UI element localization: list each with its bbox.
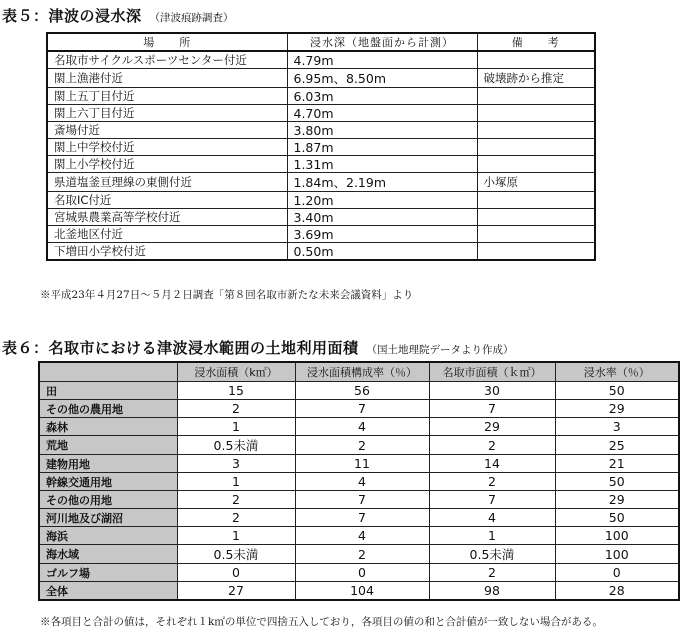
remarks-cell [477,226,595,243]
flooded-area-cell: 0.5未満 [177,545,295,564]
composition-cell: 56 [295,382,429,400]
table6-title-text: 表６：名取市における津波浸水範囲の土地利用面積 [2,339,359,357]
flood-rate-cell: 21 [555,455,679,473]
table5-title [2,5,234,26]
remarks-cell [477,192,595,209]
table-row [39,436,679,455]
location-cell: 閖上小学校付近 [47,156,287,173]
table-row [47,88,595,105]
composition-cell: 2 [295,436,429,455]
remarks-cell [477,243,595,261]
location-cell: 閖上六丁目付近 [47,105,287,122]
depth-cell: 3.80m [287,122,477,139]
depth-cell: 1.20m [287,192,477,209]
tsunami-depth-table [46,32,596,261]
table-row [47,139,595,156]
table6-header-corner [39,362,177,382]
depth-cell: 1.87m [287,139,477,156]
table-row [47,69,595,88]
depth-cell: 1.84m、2.19m [287,173,477,192]
table6-header-flooded-area: 浸水面積（k㎡） [177,362,295,382]
location-cell: 下増田小学校付近 [47,243,287,261]
table5-header-depth: 浸水深（地盤面から計測） [287,33,477,51]
table6-subtitle: （国土地理院データより作成） [366,344,514,356]
remarks-cell [477,105,595,122]
flood-rate-cell: 29 [555,491,679,509]
composition-cell: 104 [295,582,429,601]
table-row [39,382,679,400]
table-row [47,122,595,139]
depth-cell: 3.69m [287,226,477,243]
land-use-cell: 全体 [39,582,177,601]
table-row [47,243,595,261]
depth-cell: 6.95m、8.50m [287,69,477,88]
remarks-cell [477,51,595,69]
table-row [47,209,595,226]
table5-header-row [47,33,595,51]
table5-note: ※平成23年４月27日～５月２日調査「第８回名取市新たな未来会議資料」より [40,289,414,301]
land-use-cell: 幹線交通用地 [39,473,177,491]
city-area-cell: 29 [429,418,555,436]
table-row [47,105,595,122]
table-row [47,51,595,69]
composition-cell: 2 [295,545,429,564]
table5-title-text: 表５：津波の浸水深 [2,7,142,25]
city-area-cell: 7 [429,491,555,509]
flooded-area-cell: 2 [177,491,295,509]
table-row [47,156,595,173]
table-row [39,582,679,601]
land-use-area-table [38,361,680,601]
land-use-cell: その他の用地 [39,491,177,509]
location-cell: 閖上五丁目付近 [47,88,287,105]
flood-rate-cell: 100 [555,527,679,545]
flood-rate-cell: 3 [555,418,679,436]
city-area-cell: 98 [429,582,555,601]
remarks-cell [477,122,595,139]
composition-cell: 4 [295,527,429,545]
remarks-cell [477,156,595,173]
location-cell: 名取市サイクルスポーツセンター付近 [47,51,287,69]
composition-cell: 0 [295,564,429,582]
location-cell: 閖上中学校付近 [47,139,287,156]
table5-subtitle: （津波痕跡調査） [149,12,234,24]
remarks-cell: 破壊跡から推定 [477,69,595,88]
table-row [39,418,679,436]
table6-header-row [39,362,679,382]
composition-cell: 11 [295,455,429,473]
city-area-cell: 2 [429,473,555,491]
flood-rate-cell: 50 [555,509,679,527]
table6-header-composition: 浸水面積構成率（％） [295,362,429,382]
city-area-cell: 1 [429,527,555,545]
flood-rate-cell: 28 [555,582,679,601]
table-row [47,226,595,243]
flooded-area-cell: 27 [177,582,295,601]
table-row [39,473,679,491]
flooded-area-cell: 2 [177,509,295,527]
depth-cell: 3.40m [287,209,477,226]
composition-cell: 7 [295,491,429,509]
flooded-area-cell: 1 [177,527,295,545]
flooded-area-cell: 0.5未満 [177,436,295,455]
city-area-cell: 7 [429,400,555,418]
land-use-cell: 田 [39,382,177,400]
table5-header-location: 場 所 [47,33,287,51]
land-use-cell: 河川地及び湖沼 [39,509,177,527]
location-cell: 斎場付近 [47,122,287,139]
table-row [39,564,679,582]
remarks-cell: 小塚原 [477,173,595,192]
land-use-cell: 海浜 [39,527,177,545]
flooded-area-cell: 1 [177,418,295,436]
flood-rate-cell: 0 [555,564,679,582]
table-row [39,527,679,545]
table6-header-flood-rate: 浸水率（％） [555,362,679,382]
city-area-cell: 0.5未満 [429,545,555,564]
flood-rate-cell: 100 [555,545,679,564]
location-cell: 名取IC付近 [47,192,287,209]
composition-cell: 7 [295,400,429,418]
flood-rate-cell: 29 [555,400,679,418]
flooded-area-cell: 15 [177,382,295,400]
location-cell: 閖上漁港付近 [47,69,287,88]
table6-note: ※各項目と合計の値は，それぞれ１k㎡の単位で四捨五入しており，各項目の値の和と合計値が一致しない場合がある。 [40,616,603,628]
city-area-cell: 4 [429,509,555,527]
table5-header-remarks: 備 考 [477,33,595,51]
flood-rate-cell: 25 [555,436,679,455]
location-cell: 宮城県農業高等学校付近 [47,209,287,226]
table-row [39,400,679,418]
table-row [47,192,595,209]
table-row [39,545,679,564]
land-use-cell: 森林 [39,418,177,436]
land-use-cell: 荒地 [39,436,177,455]
remarks-cell [477,88,595,105]
depth-cell: 1.31m [287,156,477,173]
flooded-area-cell: 2 [177,400,295,418]
composition-cell: 7 [295,509,429,527]
flood-rate-cell: 50 [555,382,679,400]
composition-cell: 4 [295,473,429,491]
flooded-area-cell: 1 [177,473,295,491]
land-use-cell: 建物用地 [39,455,177,473]
location-cell: 県道塩釜亘理線の東側付近 [47,173,287,192]
city-area-cell: 2 [429,436,555,455]
composition-cell: 4 [295,418,429,436]
depth-cell: 6.03m [287,88,477,105]
remarks-cell [477,139,595,156]
city-area-cell: 30 [429,382,555,400]
table6-header-city-area: 名取市面積（ｋ㎡） [429,362,555,382]
table-row [39,491,679,509]
location-cell: 北釜地区付近 [47,226,287,243]
city-area-cell: 14 [429,455,555,473]
table-row [39,455,679,473]
flooded-area-cell: 3 [177,455,295,473]
land-use-cell: ゴルフ場 [39,564,177,582]
flooded-area-cell: 0 [177,564,295,582]
land-use-cell: その他の農用地 [39,400,177,418]
depth-cell: 4.79m [287,51,477,69]
remarks-cell [477,209,595,226]
table6-title [2,337,514,358]
table-row [47,173,595,192]
flood-rate-cell: 50 [555,473,679,491]
depth-cell: 0.50m [287,243,477,261]
city-area-cell: 2 [429,564,555,582]
land-use-cell: 海水域 [39,545,177,564]
table-row [39,509,679,527]
depth-cell: 4.70m [287,105,477,122]
